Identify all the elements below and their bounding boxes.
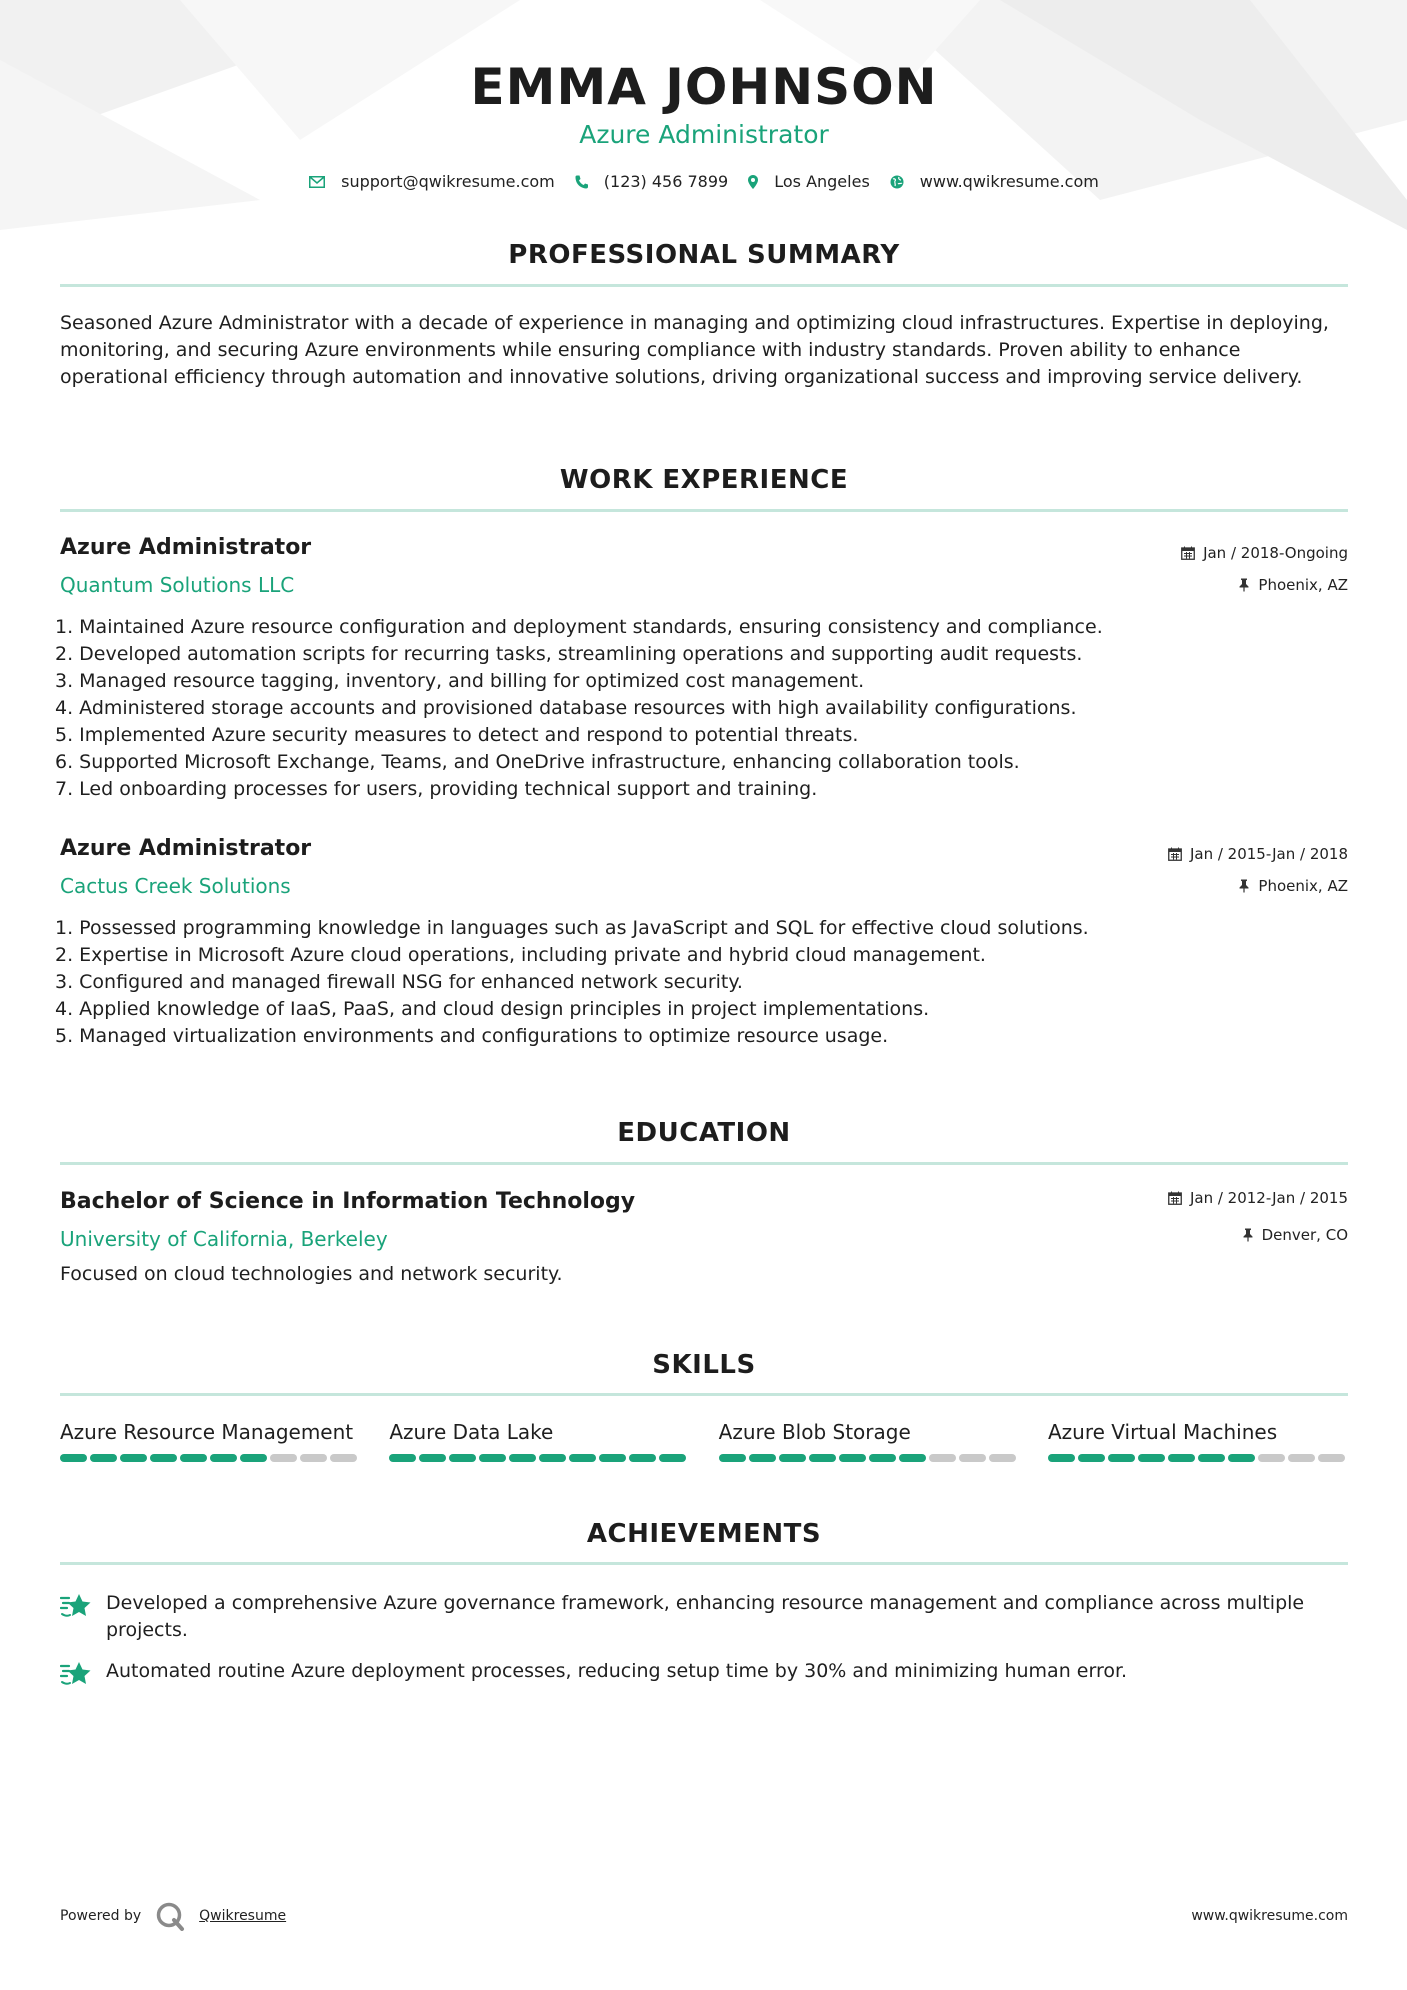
skill-level-bar (389, 1454, 689, 1462)
globe-icon (890, 175, 904, 189)
skill-segment-filled (509, 1454, 536, 1462)
education-location (1242, 1226, 1348, 1244)
list-item: 4. Administered storage accounts and provisioned database resources with high availability configurations. (55, 697, 1077, 719)
skill-segment-filled (180, 1454, 207, 1462)
education-dates (1168, 1189, 1348, 1207)
skill-segment-empty (300, 1454, 327, 1462)
skill-segment-filled (569, 1454, 596, 1462)
phone-icon (575, 175, 588, 189)
footer-branding (60, 1901, 286, 1931)
skill-segment-filled (1108, 1454, 1135, 1462)
list-item: 2. Expertise in Microsoft Azure cloud operations, including private and hybrid cloud management. (55, 944, 986, 966)
skill-segment-filled (1168, 1454, 1195, 1462)
candidate-name: EMMA JOHNSON (470, 58, 938, 116)
list-item: 1. Maintained Azure resource configuration and deployment standards, ensuring consistency and compliance. (55, 616, 1103, 638)
experience-heading: WORK EXPERIENCE (559, 465, 849, 495)
education-heading: EDUCATION (617, 1118, 791, 1148)
qwikresume-logo-icon (155, 1901, 185, 1931)
list-item: 5. Implemented Azure security measures to detect and respond to potential threats. (55, 724, 859, 746)
education-dates-text: Jan / 2012-Jan / 2015 (1189, 1189, 1348, 1207)
contact-bar (60, 172, 1348, 191)
star-award-icon (60, 1592, 92, 1620)
skill-segment-filled (240, 1454, 267, 1462)
pushpin-icon (1242, 1228, 1254, 1242)
education-divider (60, 1162, 1348, 1165)
skill-segment-filled (449, 1454, 476, 1462)
skill-segment-filled (1078, 1454, 1105, 1462)
skill-segment-filled (60, 1454, 87, 1462)
skill-level-bar (1048, 1454, 1348, 1462)
skill-level-bar (60, 1454, 360, 1462)
job-1-dates-text: Jan / 2018-Ongoing (1203, 544, 1348, 562)
achievement-item (60, 1590, 1348, 1644)
skill-segment-filled (419, 1454, 446, 1462)
skill-segment-filled (749, 1454, 776, 1462)
list-item: 4. Applied knowledge of IaaS, PaaS, and cloud design principles in project implementations. (55, 998, 930, 1020)
skill-segment-filled (1138, 1454, 1165, 1462)
education-location-text: Denver, CO (1261, 1226, 1348, 1244)
candidate-title: Azure Administrator (579, 120, 829, 149)
skill-segment-empty (1258, 1454, 1285, 1462)
skills-list (60, 1420, 1348, 1462)
education-description: Focused on cloud technologies and network security. (60, 1263, 563, 1285)
skill-segment-empty (1288, 1454, 1315, 1462)
skill-name: Azure Blob Storage (718, 1420, 911, 1444)
list-item: 5. Managed virtualization environments and configurations to optimize resource usage. (55, 1025, 889, 1047)
skill-item (719, 1420, 1019, 1462)
page-footer (60, 1900, 1348, 1932)
skill-name: Azure Virtual Machines (1047, 1420, 1278, 1444)
skill-segment-filled (629, 1454, 656, 1462)
skill-segment-filled (839, 1454, 866, 1462)
job-2-location-text: Phoenix, AZ (1258, 877, 1348, 895)
skill-segment-empty (330, 1454, 357, 1462)
summary-divider (60, 284, 1348, 287)
list-item: 6. Supported Microsoft Exchange, Teams, and OneDrive infrastructure, enhancing collaboration tools. (55, 751, 1020, 773)
skill-segment-filled (779, 1454, 806, 1462)
skill-segment-filled (1048, 1454, 1075, 1462)
job-1-title: Azure Administrator (60, 535, 312, 560)
skill-segment-filled (659, 1454, 686, 1462)
list-item: 3. Managed resource tagging, inventory, and billing for optimized cost management. (55, 670, 865, 692)
job-2-responsibilities (55, 915, 1345, 1050)
skill-segment-filled (120, 1454, 147, 1462)
skill-segment-filled (210, 1454, 237, 1462)
job-2-company: Cactus Creek Solutions (60, 874, 291, 898)
skill-segment-filled (539, 1454, 566, 1462)
contact-location-text: Los Angeles (774, 172, 870, 191)
skill-item (60, 1420, 360, 1462)
skill-segment-filled (719, 1454, 746, 1462)
job-1-company: Quantum Solutions LLC (60, 573, 295, 597)
job-1-dates (1181, 544, 1348, 562)
summary-heading: PROFESSIONAL SUMMARY (508, 240, 900, 270)
list-item: 2. Developed automation scripts for recurring tasks, streamlining operations and supporting audit requests. (55, 643, 1083, 665)
achievement-text: Developed a comprehensive Azure governance framework, enhancing resource management and compliance across multiple projects. (106, 1592, 1305, 1641)
job-2-dates (1168, 845, 1348, 863)
skill-item (1048, 1420, 1348, 1462)
pushpin-icon (1238, 578, 1250, 592)
job-1-responsibilities (55, 614, 1345, 803)
skill-segment-empty (1318, 1454, 1345, 1462)
brand-link[interactable]: Qwikresume (199, 1908, 287, 1924)
skill-segment-filled (1198, 1454, 1225, 1462)
location-pin-icon (748, 175, 758, 189)
skill-segment-empty (959, 1454, 986, 1462)
achievements-divider (60, 1562, 1348, 1565)
skill-segment-filled (1228, 1454, 1255, 1462)
pushpin-icon (1238, 879, 1250, 893)
education-degree: Bachelor of Science in Information Technology (60, 1189, 636, 1214)
skill-segment-filled (899, 1454, 926, 1462)
powered-by-label: Powered by (60, 1908, 142, 1924)
summary-text: Seasoned Azure Administrator with a decade of experience in managing and optimizing cloud infrastructures. Expertise in deploying, monitoring, and securing Azure environments while ensuring compliance with industry standards. Proven ability to enhance operational efficiency through automation and innovative solutions, driving organizational success and improving service delivery. (60, 312, 1329, 388)
calendar-icon (1168, 847, 1182, 861)
skill-segment-filled (479, 1454, 506, 1462)
job-2-title: Azure Administrator (60, 836, 312, 861)
skills-heading: SKILLS (652, 1350, 756, 1380)
star-award-icon (60, 1660, 92, 1688)
contact-email[interactable] (309, 172, 555, 191)
calendar-icon (1168, 1191, 1182, 1205)
skill-segment-empty (270, 1454, 297, 1462)
achievement-item (60, 1658, 1348, 1688)
list-item: 3. Configured and managed firewall NSG for enhanced network security. (55, 971, 743, 993)
skills-divider (60, 1393, 1348, 1396)
contact-phone-text: (123) 456 7899 (603, 172, 729, 191)
skill-segment-filled (869, 1454, 896, 1462)
job-2-location (1238, 877, 1348, 895)
footer-website-link[interactable]: www.qwikresume.com (1191, 1908, 1348, 1924)
skill-segment-empty (989, 1454, 1016, 1462)
skill-segment-filled (389, 1454, 416, 1462)
job-2-dates-text: Jan / 2015-Jan / 2018 (1189, 845, 1348, 863)
job-1-location-text: Phoenix, AZ (1258, 576, 1348, 594)
job-1-location (1238, 576, 1348, 594)
skill-segment-empty (929, 1454, 956, 1462)
skill-level-bar (719, 1454, 1019, 1462)
skill-segment-filled (90, 1454, 117, 1462)
contact-phone[interactable] (575, 172, 728, 191)
skill-segment-filled (809, 1454, 836, 1462)
list-item: 1. Possessed programming knowledge in languages such as JavaScript and SQL for effective cloud solutions. (55, 917, 1089, 939)
contact-location (748, 172, 870, 191)
contact-website-text: www.qwikresume.com (919, 172, 1099, 191)
skill-segment-filled (599, 1454, 626, 1462)
calendar-icon (1181, 546, 1195, 560)
achievement-text: Automated routine Azure deployment processes, reducing setup time by 30% and minimizing human error. (106, 1660, 1128, 1682)
list-item: 7. Led onboarding processes for users, providing technical support and training. (55, 778, 818, 800)
skill-name: Azure Resource Management (60, 1420, 354, 1444)
skill-segment-filled (150, 1454, 177, 1462)
contact-email-text: support@qwikresume.com (341, 172, 555, 191)
skill-item (389, 1420, 689, 1462)
skill-name: Azure Data Lake (389, 1420, 554, 1444)
achievements-heading: ACHIEVEMENTS (586, 1519, 822, 1549)
contact-website[interactable] (890, 172, 1099, 191)
experience-divider (60, 509, 1348, 512)
education-school: University of California, Berkeley (60, 1227, 388, 1251)
envelope-icon (309, 176, 325, 188)
